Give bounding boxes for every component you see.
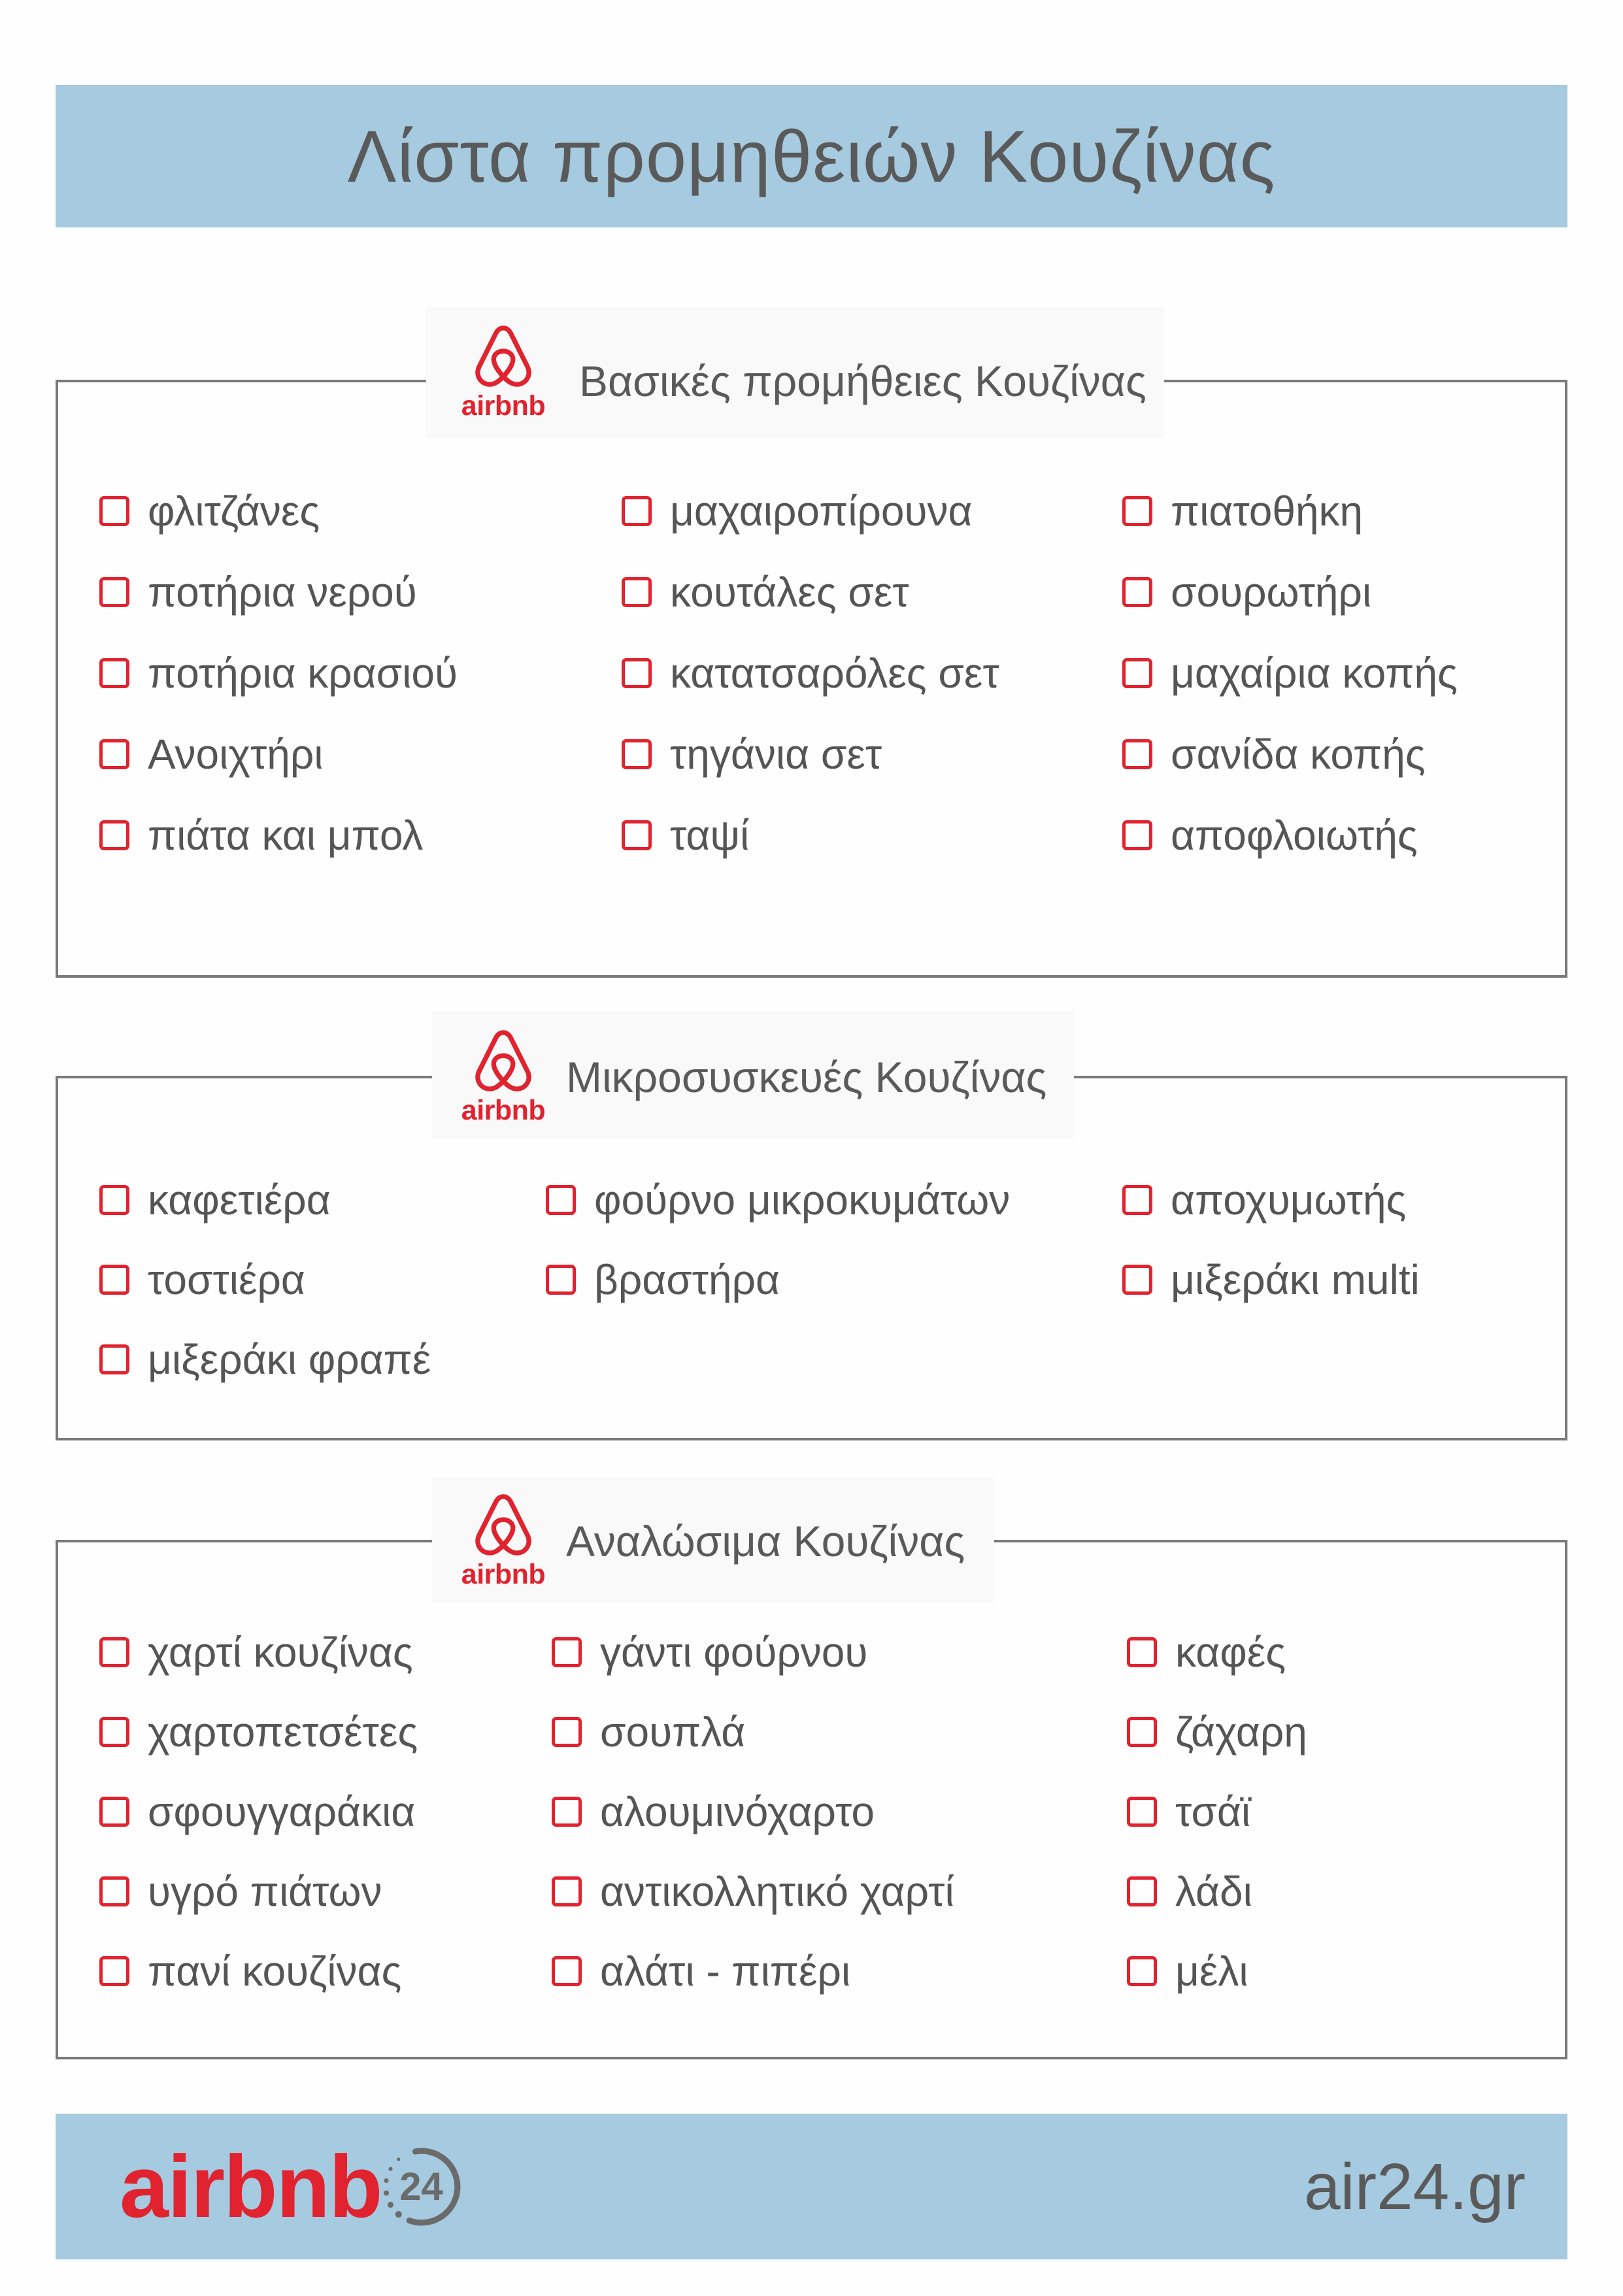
checklist-column <box>546 1160 1010 1320</box>
checklist-item[interactable] <box>1127 1852 1307 1931</box>
section-basic-supplies <box>56 357 1567 978</box>
checklist-item[interactable] <box>99 795 458 876</box>
checkbox[interactable] <box>1122 496 1152 526</box>
item-label: βραστήρα <box>594 1256 780 1303</box>
checklist-item[interactable] <box>1122 471 1458 552</box>
footer-logo <box>120 2137 464 2236</box>
checkbox[interactable] <box>552 1717 582 1747</box>
checklist-item[interactable] <box>622 633 999 714</box>
checklist-item[interactable] <box>622 552 999 633</box>
checkbox[interactable] <box>552 1876 582 1906</box>
item-label: ταψί <box>670 812 750 859</box>
checklist-item[interactable] <box>552 1852 954 1931</box>
checkbox[interactable] <box>99 1344 129 1374</box>
checklist-item[interactable] <box>552 1692 954 1772</box>
item-label: τηγάνια σετ <box>670 731 882 778</box>
section-title: Μικροσυσκευές Κουζίνας <box>566 1053 1047 1101</box>
item-label: υγρό πιάτων <box>148 1868 382 1915</box>
header-bar <box>56 85 1567 227</box>
section-consumables <box>56 1517 1567 2059</box>
checklist-item[interactable] <box>99 1772 418 1852</box>
page-title: Λίστα προμηθειών Κουζίνας <box>347 115 1276 197</box>
section-header <box>432 1477 994 1603</box>
item-label: Ανοιχτήρι <box>148 731 324 778</box>
item-label: φλιτζάνες <box>148 488 320 535</box>
item-label: κουτάλες σετ <box>670 569 909 616</box>
checklist-item[interactable] <box>99 633 458 714</box>
checklist-column <box>1127 1612 1307 2011</box>
checkbox[interactable] <box>1127 1797 1157 1827</box>
item-label: πιάτα και μπολ <box>148 812 424 859</box>
checkbox[interactable] <box>622 496 652 526</box>
checkbox[interactable] <box>1122 739 1152 769</box>
footer-logo-number: 24 <box>399 2164 443 2208</box>
checklist-item[interactable] <box>622 795 999 876</box>
item-label: τοστιέρα <box>148 1256 305 1303</box>
item-label: φούρνο μικροκυμάτων <box>594 1176 1011 1223</box>
checklist-item[interactable] <box>99 1240 431 1320</box>
checklist-column <box>622 471 999 876</box>
checkbox[interactable] <box>99 1956 129 1986</box>
item-label: αλάτι - πιπέρι <box>600 1948 851 1995</box>
airbnb-logo <box>458 1029 549 1125</box>
checklist-item[interactable] <box>99 1612 418 1692</box>
checklist-item[interactable] <box>1127 1692 1307 1772</box>
airbnb-logo-text: airbnb <box>461 390 546 422</box>
item-label: αλουμινόχαρτο <box>600 1788 875 1835</box>
checkbox[interactable] <box>1122 820 1152 850</box>
item-label: αντικολλητικό χαρτί <box>600 1868 954 1915</box>
checkbox[interactable] <box>99 1876 129 1906</box>
checklist-item[interactable] <box>99 1160 431 1240</box>
airbnb-belo-icon <box>471 324 536 388</box>
checklist-item[interactable] <box>622 714 999 795</box>
checkbox[interactable] <box>552 1797 582 1827</box>
item-label: καφετιέρα <box>148 1176 331 1223</box>
checkbox[interactable] <box>99 1265 129 1295</box>
footer-logo-text: airbnb <box>120 2137 382 2236</box>
airbnb-logo-text: airbnb <box>461 1559 546 1590</box>
checkbox[interactable] <box>1122 1265 1152 1295</box>
item-label: καφές <box>1175 1629 1286 1676</box>
checklist-column <box>99 471 458 876</box>
checklist-item[interactable] <box>546 1160 1010 1240</box>
item-label: χαρτί κουζίνας <box>148 1629 413 1676</box>
checklist-item[interactable] <box>99 1692 418 1772</box>
checklist-item[interactable] <box>99 1320 431 1399</box>
airbnb-logo <box>458 324 549 421</box>
section-title: Βασικές προμήθειες Κουζίνας <box>579 357 1146 405</box>
airbnb-belo-icon <box>471 1029 536 1093</box>
section-title: Αναλώσιμα Κουζίνας <box>566 1517 965 1565</box>
checkbox[interactable] <box>546 1265 576 1295</box>
checklist-column <box>99 1160 431 1399</box>
checkbox[interactable] <box>552 1637 582 1667</box>
item-label: πιατοθήκη <box>1171 488 1364 535</box>
checklist-item[interactable] <box>99 714 458 795</box>
checklist-item[interactable] <box>1122 795 1458 876</box>
checkbox[interactable] <box>1127 1717 1157 1747</box>
checkbox[interactable] <box>1127 1956 1157 1986</box>
checkbox[interactable] <box>622 658 652 688</box>
checkbox[interactable] <box>1122 577 1152 607</box>
item-label: λάδι <box>1175 1868 1252 1915</box>
checkbox[interactable] <box>99 1185 129 1215</box>
checkbox[interactable] <box>99 658 129 688</box>
checkbox[interactable] <box>99 820 129 850</box>
checkbox[interactable] <box>546 1185 576 1215</box>
checklist-item[interactable] <box>99 1852 418 1931</box>
checklist-item[interactable] <box>1122 1160 1420 1240</box>
checklist-item[interactable] <box>546 1240 1010 1320</box>
checkbox[interactable] <box>552 1956 582 1986</box>
item-label: πανί κουζίνας <box>148 1948 402 1995</box>
airbnb-belo-icon <box>471 1493 536 1557</box>
checklist-item[interactable] <box>1127 1931 1307 2011</box>
section-header <box>426 307 1164 438</box>
checklist-item[interactable] <box>552 1931 954 2011</box>
checkbox[interactable] <box>99 1637 129 1667</box>
item-label: μαχαίρια κοπής <box>1171 650 1458 697</box>
checklist-column <box>1122 1160 1420 1320</box>
checkbox[interactable] <box>99 496 129 526</box>
checkbox[interactable] <box>1122 1185 1152 1215</box>
item-label: κατατσαρόλες σετ <box>670 650 999 697</box>
checkbox[interactable] <box>1122 658 1152 688</box>
item-label: αποχυμωτής <box>1171 1176 1407 1223</box>
checklist-item[interactable] <box>1122 552 1458 633</box>
item-label: χαρτοπετσέτες <box>148 1708 418 1755</box>
checklist-item[interactable] <box>622 471 999 552</box>
item-label: σουρωτήρι <box>1171 569 1372 616</box>
checklist-item[interactable] <box>1127 1772 1307 1852</box>
item-label: μαχαιροπίρουνα <box>670 488 973 535</box>
website-address: air24.gr <box>1303 2150 1526 2223</box>
checklist-item[interactable] <box>552 1772 954 1852</box>
item-label: σανίδα κοπής <box>1171 731 1426 778</box>
checkbox[interactable] <box>1127 1876 1157 1906</box>
item-label: σουπλά <box>600 1708 746 1755</box>
checklist-item[interactable] <box>99 471 458 552</box>
item-label: μιξεράκι multi <box>1171 1256 1420 1303</box>
checkbox[interactable] <box>99 1797 129 1827</box>
item-label: τσάϊ <box>1175 1788 1251 1835</box>
item-label: σφουγγαράκια <box>148 1788 416 1835</box>
checklist-column <box>99 1612 418 2011</box>
item-label: μέλι <box>1175 1948 1248 1995</box>
checkbox[interactable] <box>622 577 652 607</box>
section-small-appliances <box>56 1053 1567 1440</box>
checklist-item[interactable] <box>1122 714 1458 795</box>
item-label: αποφλοιωτής <box>1171 812 1418 859</box>
item-label: γάντι φούρνου <box>600 1629 868 1676</box>
checklist-item[interactable] <box>99 1931 418 2011</box>
checkbox[interactable] <box>1127 1637 1157 1667</box>
checklist-item[interactable] <box>552 1612 954 1692</box>
checklist-column <box>1122 471 1458 876</box>
item-label: ζάχαρη <box>1175 1708 1307 1755</box>
footer-bar <box>56 2114 1567 2259</box>
section-header <box>432 1011 1074 1139</box>
item-label: ποτήρια κρασιού <box>148 650 458 697</box>
checklist-column <box>552 1612 954 2011</box>
checkbox[interactable] <box>99 1717 129 1747</box>
checkbox[interactable] <box>99 739 129 769</box>
item-label: ποτήρια νερού <box>148 569 417 616</box>
airbnb-logo <box>458 1493 549 1589</box>
checklist-item[interactable] <box>1122 633 1458 714</box>
checklist-item[interactable] <box>1122 1240 1420 1320</box>
checklist-item[interactable] <box>99 552 458 633</box>
checklist-item[interactable] <box>1127 1612 1307 1692</box>
footer-logo-badge <box>379 2144 464 2229</box>
checkbox[interactable] <box>622 739 652 769</box>
airbnb-logo-text: airbnb <box>461 1095 546 1126</box>
checkbox[interactable] <box>622 820 652 850</box>
checkbox[interactable] <box>99 577 129 607</box>
item-label: μιξεράκι φραπέ <box>148 1336 431 1383</box>
